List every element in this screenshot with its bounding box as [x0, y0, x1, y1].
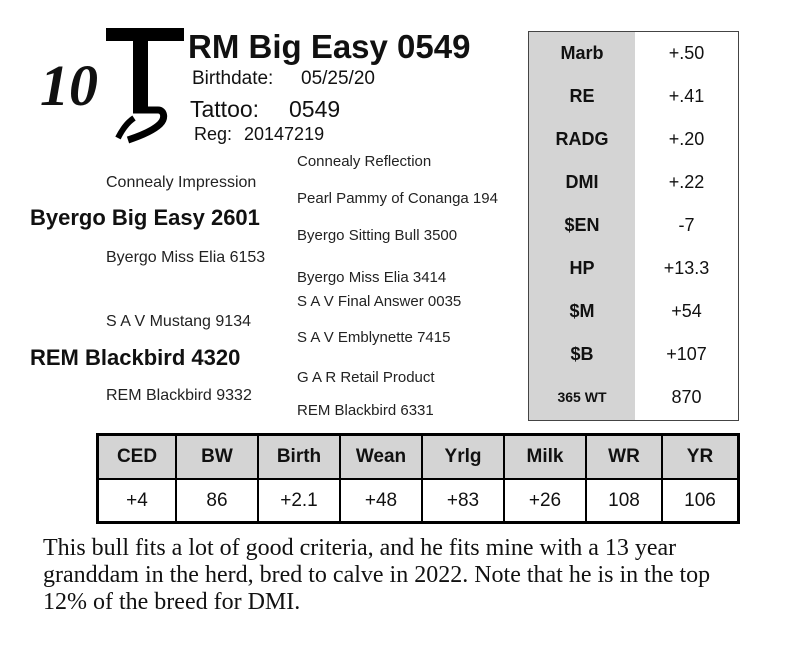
- epd-name: DMI: [565, 172, 599, 192]
- epd-name: $B: [570, 344, 594, 364]
- epd-value-row: [98, 479, 739, 523]
- birthdate-label: Birthdate:: [192, 68, 274, 89]
- epd-header: WR: [586, 435, 662, 480]
- pedigree-dam-sire: S A V Mustang 9134: [106, 313, 251, 330]
- epd-cell: 108: [586, 479, 662, 523]
- epd-row: [529, 290, 738, 333]
- epd-value: +.20: [668, 129, 705, 149]
- epd-row: [529, 376, 738, 419]
- epd-header: Yrlg: [422, 435, 504, 480]
- pedigree-ggp-2: Pearl Pammy of Conanga 194: [297, 190, 498, 207]
- epd-cell: +83: [422, 479, 504, 523]
- birthdate-value: 05/25/20: [301, 68, 375, 89]
- epd-cell: +26: [504, 479, 586, 523]
- description-note: This bull fits a lot of good criteria, and he fits mine with a 13 year granddam in the herd, bred to calve in 2022. Note that he is in the top 12% of the breed for DMI.: [43, 535, 711, 615]
- epd-name: $EN: [564, 215, 600, 235]
- epd-cell: 86: [176, 479, 258, 523]
- epd-value: +.22: [668, 172, 705, 192]
- pedigree-ggp-5: S A V Final Answer 0035: [297, 293, 462, 310]
- epd-growth-table: [96, 433, 740, 524]
- epd-header: CED: [98, 435, 177, 480]
- pedigree-ggp-7: G A R Retail Product: [297, 369, 435, 386]
- epd-row: [529, 204, 738, 247]
- pedigree-dam: REM Blackbird 4320: [30, 345, 241, 370]
- epd-row: [529, 247, 738, 290]
- epd-header-row: [98, 435, 739, 480]
- tattoo-label: Tattoo:: [190, 96, 260, 122]
- pedigree-ggp-1: Connealy Reflection: [297, 153, 432, 170]
- epd-row: [529, 333, 738, 376]
- epd-value: +.50: [668, 43, 705, 63]
- epd-value: +107: [666, 344, 707, 364]
- pedigree-dam-dam: REM Blackbird 9332: [106, 387, 252, 404]
- pedigree-ggp-8: REM Blackbird 6331: [297, 402, 434, 419]
- epd-cell: +2.1: [258, 479, 340, 523]
- epd-cell: +48: [340, 479, 422, 523]
- animal-name: RM Big Easy 0549: [188, 28, 471, 65]
- epd-row: [529, 161, 738, 204]
- epd-value: 870: [671, 387, 702, 407]
- pedigree-sire-dam: Byergo Miss Elia 6153: [106, 249, 266, 266]
- pedigree-sire-sire: Connealy Impression: [106, 174, 257, 191]
- pedigree-ggp-6: S A V Emblynette 7415: [297, 329, 451, 346]
- epd-row: [529, 32, 738, 75]
- epd-name: Marb: [560, 43, 604, 63]
- epd-value: +.41: [668, 86, 705, 106]
- epd-value: +54: [671, 301, 702, 321]
- epd-name: RE: [569, 86, 595, 106]
- epd-name: HP: [569, 258, 595, 278]
- reg-value: 20147219: [244, 124, 325, 144]
- epd-row: [529, 75, 738, 118]
- pedigree-ggp-3: Byergo Sitting Bull 3500: [297, 227, 458, 244]
- epd-header: Milk: [504, 435, 586, 480]
- pedigree-sire: Byergo Big Easy 2601: [30, 205, 260, 230]
- epd-name: $M: [569, 301, 595, 321]
- epd-value: -7: [678, 215, 695, 235]
- epd-cell: 106: [662, 479, 739, 523]
- epd-name: RADG: [555, 129, 609, 149]
- epd-value: +13.3: [663, 258, 710, 278]
- pedigree-ggp-4: Byergo Miss Elia 3414: [297, 269, 447, 286]
- epd-cell: +4: [98, 479, 177, 523]
- epd-row: [529, 118, 738, 161]
- lot-number: 10: [40, 53, 98, 118]
- epd-header: BW: [176, 435, 258, 480]
- epd-header: Wean: [340, 435, 422, 480]
- epd-name: 365 WT: [557, 389, 607, 405]
- epd-header: YR: [662, 435, 739, 480]
- ranch-brand-logo: [100, 26, 190, 146]
- reg-label: Reg:: [194, 124, 233, 144]
- epd-carcass-table: [528, 31, 739, 421]
- tattoo-value: 0549: [289, 96, 341, 122]
- epd-header: Birth: [258, 435, 340, 480]
